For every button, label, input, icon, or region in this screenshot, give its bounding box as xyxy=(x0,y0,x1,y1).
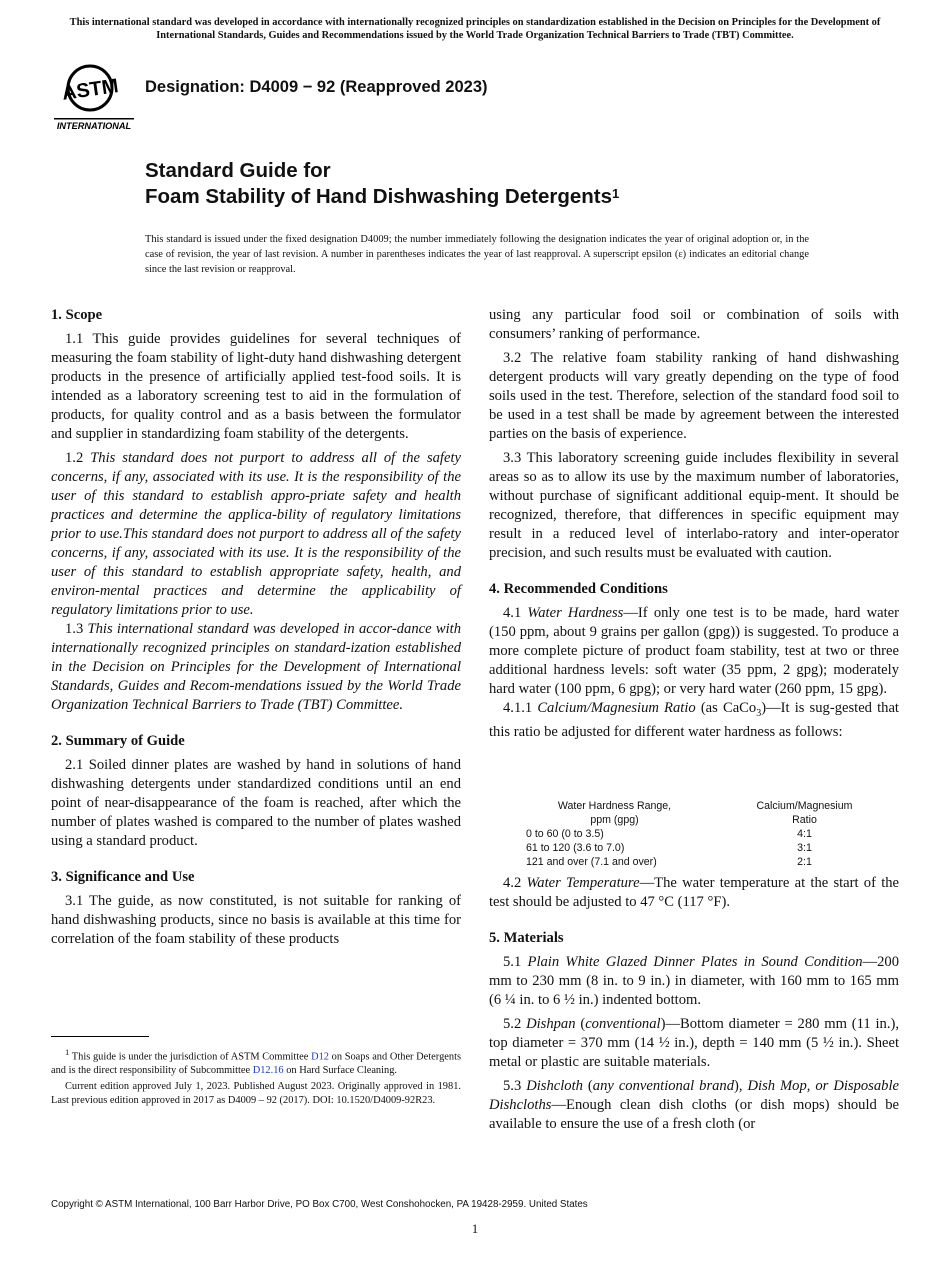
para-3-1-start: 3.1 The guide, as now constituted, is not suitable for ranking of hand dishwashing products, since no basis is available at this time for correlation of the foam stability of these products xyxy=(51,893,461,947)
para-3-2: 3.2 The relative foam stability ranking of hand dishwashing detergent products will vary greatly depending on the type of food soils used in the test. Therefore, selection of the standard food soil to be used in a test shall be made by agreement between the interested parties on the basis of experience. xyxy=(489,350,899,442)
title-line-2: Foam Stability of Hand Dishwashing Detergents$^1$ xyxy=(145,185,620,208)
astm-logo xyxy=(52,56,136,132)
issuance-statement: This standard is issued under the fixed designation D4009; the number immediately following the designation indicates the year of original adoption or, in the case of revision, the year of last revision. A number in parentheses indicates the year of last reapproval. A superscript epsilon (ε) indicates an editorial change since the last revision or reapproval. xyxy=(145,234,809,275)
para-3-3: 3.3 This laboratory screening guide includes flexibility in several areas so as to allow its use by the maximum number of laboratories, without purchase of significant additional equip-ment. It should be recognized, therefore, that differences in specific equipment may result in a reduced level of interlabo-ratory and inter-operator precision, and such results must be evaluated with caution. xyxy=(489,450,899,561)
para-3-1-continued: using any particular food soil or combination of soils with consumers’ ranking of performance. xyxy=(489,307,899,342)
para-4-2: 4.2 Water Temperature—The water temperature at the start of the test should be adjusted to 47 °C (117 °F). xyxy=(489,875,900,910)
section-heading-significance: 3. Significance and Use xyxy=(51,869,195,885)
svg-text:INTERNATIONAL: INTERNATIONAL xyxy=(56,121,132,131)
section-heading-materials: 5. Materials xyxy=(489,930,564,946)
svg-text:ASTM: ASTM xyxy=(60,75,120,105)
document-title xyxy=(145,158,619,210)
table-header-ratio: Calcium/Magnesium Ratio xyxy=(756,800,853,826)
committee-link[interactable]: D12 xyxy=(311,1051,329,1063)
para-4-1-1: 4.1.1 Calcium/Magnesium Ratio (as CaCo$_3$)—It is sug-gested that this ratio be adjusted for different water hardness as follows: xyxy=(489,700,899,740)
right-column xyxy=(489,306,899,742)
para-5-3: 5.3 Dishcloth (any conventional brand), Dish Mop, or Disposable Dishcloths—Enough clean dish cloths (or dish mops) should be available to ensure the use of a fresh cloth (or xyxy=(489,1078,899,1132)
water-hardness-table xyxy=(510,799,890,869)
page-number: 1 xyxy=(471,1222,479,1236)
table-row: 121 and over (7.1 and over) 2:1 xyxy=(526,856,812,868)
designation: Designation: D4009 − 92 (Reapproved 2023) xyxy=(145,78,488,96)
para-2-1: 2.1 Soiled dinner plates are washed by hand in solutions of hand dishwashing detergents under standardized conditions until an end point of near-disappearance of the foam is reached, after which the number of plates washed is compared to the number of plates washed using a standard product. xyxy=(51,757,461,849)
para-4-1: 4.1 Water Hardness—If only one test is to be made, hard water (150 ppm, about 9 grains per gallon (gpg)) is suggested. To produce a more complete picture of product foam stability, test at two or three additional hardness levels: soft water (35 ppm, 2 gpg); moderately hard water (100 ppm, 6 gpg); or very hard water (260 ppm, 15 gpg). xyxy=(489,605,899,697)
table-header-range: Water Hardness Range, ppm (gpg) xyxy=(557,800,672,826)
left-column xyxy=(51,306,461,949)
subcommittee-link[interactable]: D12.16 xyxy=(252,1065,284,1077)
table-header-row xyxy=(510,799,890,827)
footnote-1: $^1$ This guide is under the jurisdiction of ASTM Committee D12 on Soaps and Other Detergents and is the direct responsibility of Subcommittee D12.16 on Hard Surface Cleaning. xyxy=(51,1047,461,1077)
para-5-1: 5.1 Plain White Glazed Dinner Plates in Sound Condition—200 mm to 230 mm (8 in. to 9 in.) in diameter, with 160 mm to 165 mm (6 ¼ in. to 6 ½ in.) indented bottom. xyxy=(489,954,899,1008)
title-line-1: Standard Guide for xyxy=(145,159,331,182)
table-row: 0 to 60 (0 to 3.5) 4:1 xyxy=(526,828,812,840)
title-footnote-mark: 1 xyxy=(612,186,620,201)
footnote xyxy=(51,1045,461,1108)
table-row: 61 to 120 (3.6 to 7.0) 3:1 xyxy=(526,842,812,854)
para-1-2: 1.2 This standard does not purport to address all of the safety concerns, if any, associated with its use. It is the responsibility of the user of this standard to establish appro-priate safety and health practices and determine the applica-bility of regulatory limitations prior to use.This standard does not purport to address all of the safety concerns, if any, associated with its use. It is the responsibility of the user of this standard to establish appropriate safety, health, and environ-mental practices and determine the applicability of regulatory limitations prior to use. xyxy=(51,450,461,618)
tbt-notice: This international standard was developed in accordance with internationally recognized principles on standardization established in the Decision on Principles for the Development of International Standards, Guides and Recommendations issued by the World Trade Organization Technical Barriers to Trade (TBT) Committee. xyxy=(69,17,881,41)
footnote-rule xyxy=(51,1036,149,1037)
right-column-lower xyxy=(489,874,899,1134)
para-1-1: 1.1 This guide provides guidelines for several techniques of measuring the foam stability of light-duty hand dishwashing detergent products in the presence of artificially applied test-food soils. It is intended as a laboratory screening test to aid in the formulation of products, for quality control and as a basis between the formulator and supplier in standardizing foam stability of the detergents. xyxy=(51,331,461,442)
section-heading-conditions: 4. Recommended Conditions xyxy=(489,581,668,597)
section-heading-summary: 2. Summary of Guide xyxy=(51,733,185,749)
section-heading-scope: 1. Scope xyxy=(51,307,103,323)
footnote-edition: Current edition approved July 1, 2023. Published August 2023. Originally approved in 1981. Last previous edition approved in 2017 as D4009 – 92 (2017). DOI: 10.1520/D4009-92R23. xyxy=(51,1081,461,1107)
para-1-3: 1.3 This international standard was developed in accor-dance with internationally recognized principles on standard-ization established in the Decision on Principles for the Development of International Standards, Guides and Recom-mendations issued by the World Trade Organization Technical Barriers to Trade (TBT) Committee. xyxy=(51,621,461,713)
para-5-2: 5.2 Dishpan (conventional)—Bottom diameter = 280 mm (11 in.), top diameter = 370 mm (14 ½ in.), depth = 140 mm (5 ½ in.). Sheet metal or plastic are suitable materials. xyxy=(489,1016,899,1070)
copyright-line: Copyright © ASTM International, 100 Barr Harbor Drive, PO Box C700, West Conshohocken, PA 19428-2959. United States xyxy=(51,1199,588,1210)
